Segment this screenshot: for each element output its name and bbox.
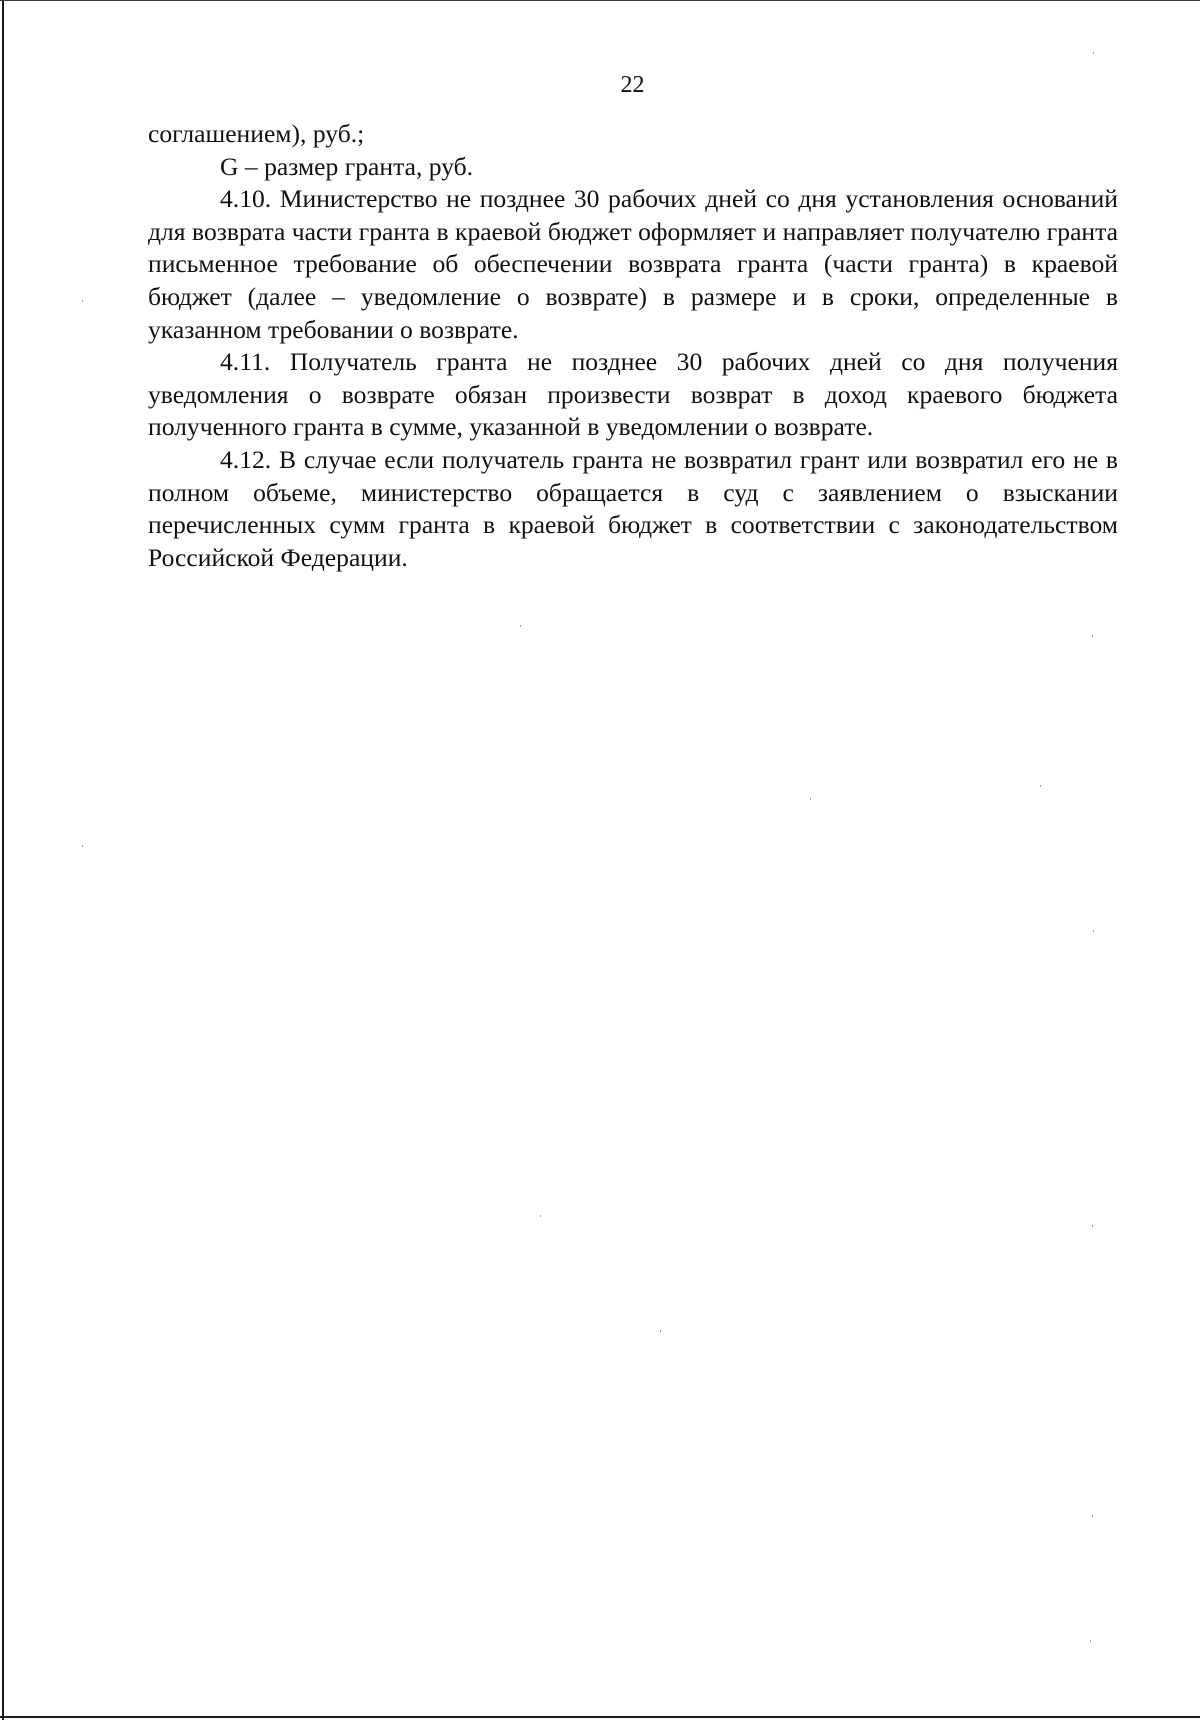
scan-edge-bottom xyxy=(0,1716,1200,1718)
scan-edge-left xyxy=(2,0,4,1720)
paragraph-4-12: 4.12. В случае если получатель гранта не возвратил грант или возвратил его не в полном объеме, министерство обращается в суд с заявлением о взыскании перечисленных сумм гранта в краевой бюджет в соответствии с законодательством Российской Федерации. xyxy=(148,444,1118,572)
paragraph-grant-size: G – размер гранта, руб. xyxy=(220,151,474,181)
paragraph-4-11: 4.11. Получатель гранта не позднее 30 рабочих дней со дня получения уведомления о возврате обязан произвести возврат в доход краевого бюджета полученного гранта в сумме, указанной в уведомлении о возврате. xyxy=(148,347,1118,442)
document-body xyxy=(148,118,1118,574)
page-number: 22 xyxy=(620,72,645,98)
scan-edge-top xyxy=(0,0,1200,1)
paragraph-continuation: соглашением), руб.; xyxy=(148,119,365,148)
paragraph-4-10: 4.10. Министерство не позднее 30 рабочих дней со дня установления оснований для возврата части гранта в краевой бюджет оформляет и направляет получателю гранта письменное требование об обеспечении возврата гранта (части гранта) в краевой бюджет (далее – уведомление о возврате) в размере и в сроки, определенные в указанном требовании о возврате. xyxy=(148,184,1118,344)
